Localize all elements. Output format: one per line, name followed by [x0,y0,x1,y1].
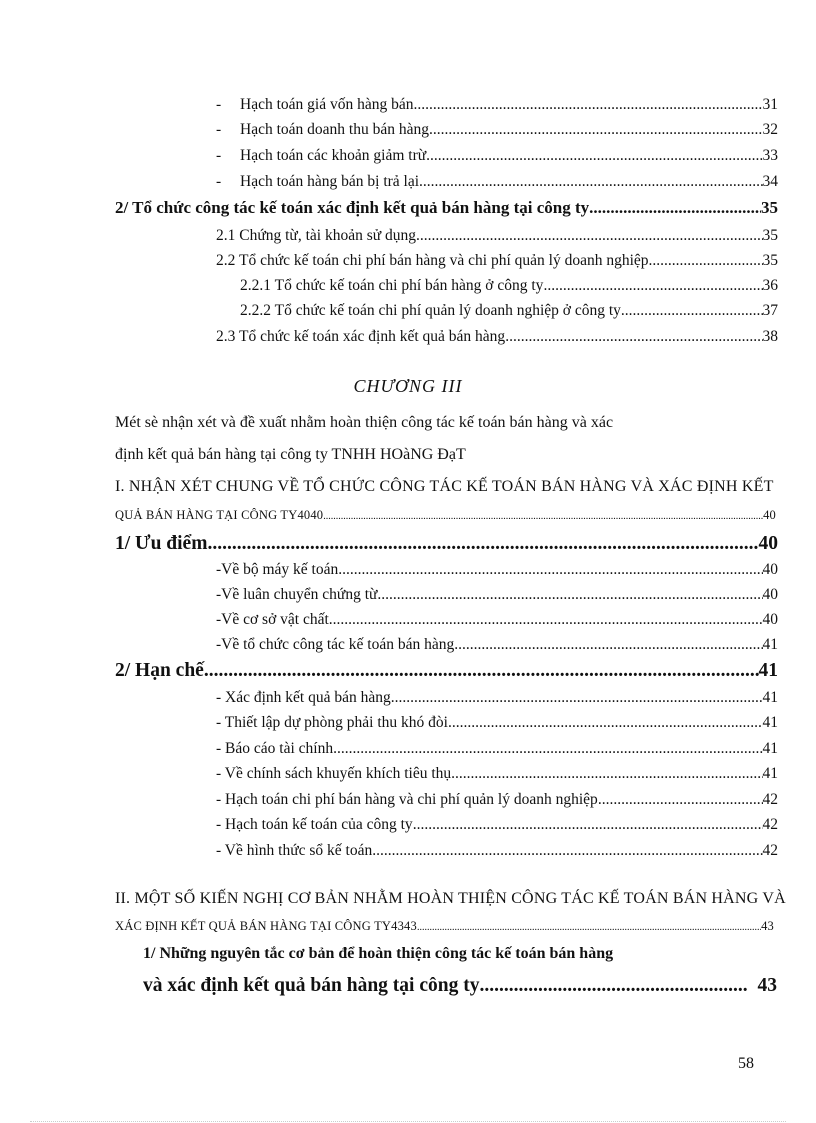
section-heading: II. MỘT SỐ KIẾN NGHỊ CƠ BẢN NHẰM HOÀN THIỆN CÔNG TÁC KẾ TOÁN BÁN HÀNG VÀ [115,890,786,907]
toc-entry: 2.3 Tổ chức kế toán xác định kết quả bán hàng ..... 38 [216,328,778,346]
toc-entry: - Hạch toán giá vốn hàng bán ..... 31 [216,96,778,114]
toc-entry: - Hạch toán doanh thu bán hàng ..... 32 [216,121,778,139]
toc-entry: - Hạch toán chi phí bán hàng và chi phí quản lý doanh nghiệp ..... 42 [216,791,778,809]
toc-heading: và xác định kết quả bán hàng tại công ty ..... 43 [143,975,777,997]
toc-heading: 1/ Ưu điểm ..... 40 [115,533,778,555]
toc-entry: - Báo cáo tài chính ..... 41 [216,740,778,758]
chapter-heading: CHƯƠNG III [353,376,463,396]
toc-entry: 2.2.2 Tổ chức kế toán chi phí quản lý doanh nghiệp ở công ty ..... 37 [240,302,778,320]
toc-entry: 2.2.1 Tổ chức kế toán chi phí bán hàng ở công ty ..... 36 [240,277,778,295]
toc-entry: - Về chính sách khuyến khích tiêu thụ ..... 41 [216,765,778,783]
chapter-title-line: định kết quả bán hàng tại công ty TNHH HOàNG ĐạT [115,446,466,463]
toc-entry: - Hạch toán hàng bán bị trả lại ..... 34 [216,173,778,191]
toc-entry: - Về hình thức sổ kế toán ..... 42 [216,842,778,860]
toc-heading: 1/ Những nguyên tắc cơ bản để hoàn thiện công tác kế toán bán hàng [143,945,614,962]
toc-entry: - Hạch toán kế toán của công ty ..... 42 [216,816,778,834]
toc-entry: 2.2 Tổ chức kế toán chi phí bán hàng và chi phí quản lý doanh nghiệp ..... 35 [216,252,778,270]
toc-entry: -Về bộ máy kế toán ..... 40 [216,561,778,579]
section-heading: QUẢ BÁN HÀNG TẠI CÔNG TY4040 ..... 40 [115,508,776,523]
toc-entry: - Thiết lập dự phòng phải thu khó đòi ..... 41 [216,714,778,732]
toc-entry: - Xác định kết quả bán hàng ..... 41 [216,689,778,707]
toc-heading: 2/ Tổ chức công tác kế toán xác định kết quả bán hàng tại công ty ..... 35 [115,198,778,218]
toc-entry: -Về cơ sở vật chất ..... 40 [216,611,778,629]
section-heading: XÁC ĐỊNH KẾT QUẢ BÁN HÀNG TẠI CÔNG TY4343 ..... 43 [115,919,774,934]
bottom-rule [30,1121,786,1122]
page-number: 58 [738,1055,754,1072]
toc-entry: 2.1 Chứng từ, tài khoản sử dụng ..... 35 [216,227,778,245]
section-heading: I. NHẬN XÉT CHUNG VỀ TỔ CHỨC CÔNG TÁC KẾ TOÁN BÁN HÀNG VÀ XÁC ĐỊNH KẾT [115,478,774,495]
toc-heading: 2/ Hạn chế ..... 41 [115,660,778,682]
chapter-title-line: Mét sè nhận xét và đề xuất nhằm hoàn thiện công tác kế toán bán hàng và xác [115,414,614,431]
toc-entry: -Về tổ chức công tác kế toán bán hàng ..... 41 [216,636,778,654]
toc-entry: -Về luân chuyển chứng từ ..... 40 [216,586,778,604]
toc-entry: - Hạch toán các khoản giảm trừ ..... 33 [216,147,778,165]
